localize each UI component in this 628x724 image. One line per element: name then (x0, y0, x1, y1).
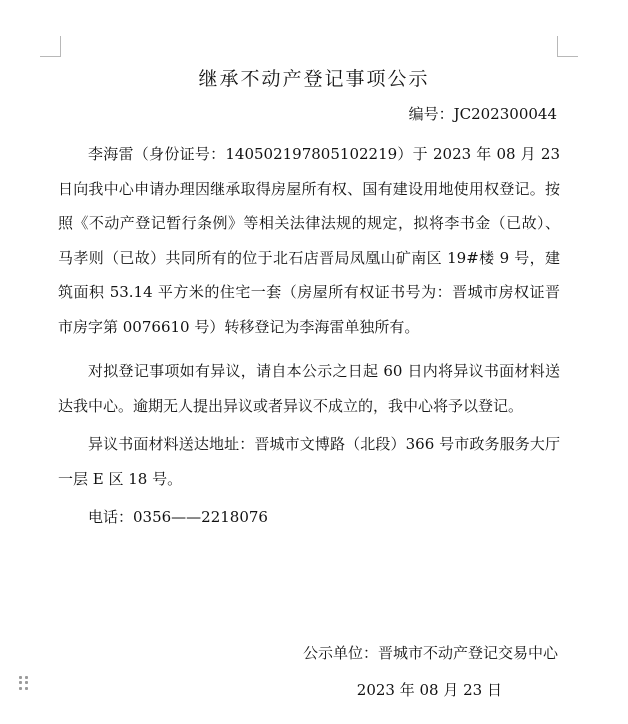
drag-dot (25, 681, 28, 684)
drag-dot (19, 681, 22, 684)
document-number: 编号：JC202300044 (408, 105, 557, 123)
drag-handle-icon[interactable] (19, 676, 29, 690)
drag-dot (25, 676, 28, 679)
signature-unit: 公示单位：晋城市不动产登记交易中心 (302, 644, 558, 662)
signature-date: 2023 年 08 月 23 日 (356, 681, 502, 699)
drag-dot (19, 676, 22, 679)
paragraph-application: 李海雷（身份证号：140502197805102219）于 2023 年 08 月 23 日向我中心申请办理因继承取得房屋所有权、国有建设用地使用权登记。按照《不动产登记暂行条例》等相关法律法规的规定，拟将李书金（已故）、马孝则（已故）共同所有的位于北石店晋局凤凰山矿南区 19#楼 9 号，建筑面积 53.14 平方米的住宅一套（房屋所有权证书号为：晋城市房权证晋市房字第 0076610 号）转移登记为李海雷单独所有。 (58, 145, 560, 336)
paragraph-address: 异议书面材料送达地址：晋城市文博路（北段）366 号市政务服务大厅一层 E 区 18 号。 (58, 435, 560, 488)
document-body (58, 137, 560, 535)
crop-mark-top-left (40, 36, 61, 57)
paragraph-phone: 电话：0356——2218076 (88, 508, 268, 526)
crop-mark-top-right (557, 36, 578, 57)
document-title: 继承不动产登记事项公示 (198, 68, 430, 90)
paragraph-objection: 对拟登记事项如有异议，请自本公示之日起 60 日内将异议书面材料送达我中心。逾期无人提出异议或者异议不成立的，我中心将予以登记。 (58, 362, 560, 415)
drag-dot (25, 687, 28, 690)
drag-dot (19, 687, 22, 690)
